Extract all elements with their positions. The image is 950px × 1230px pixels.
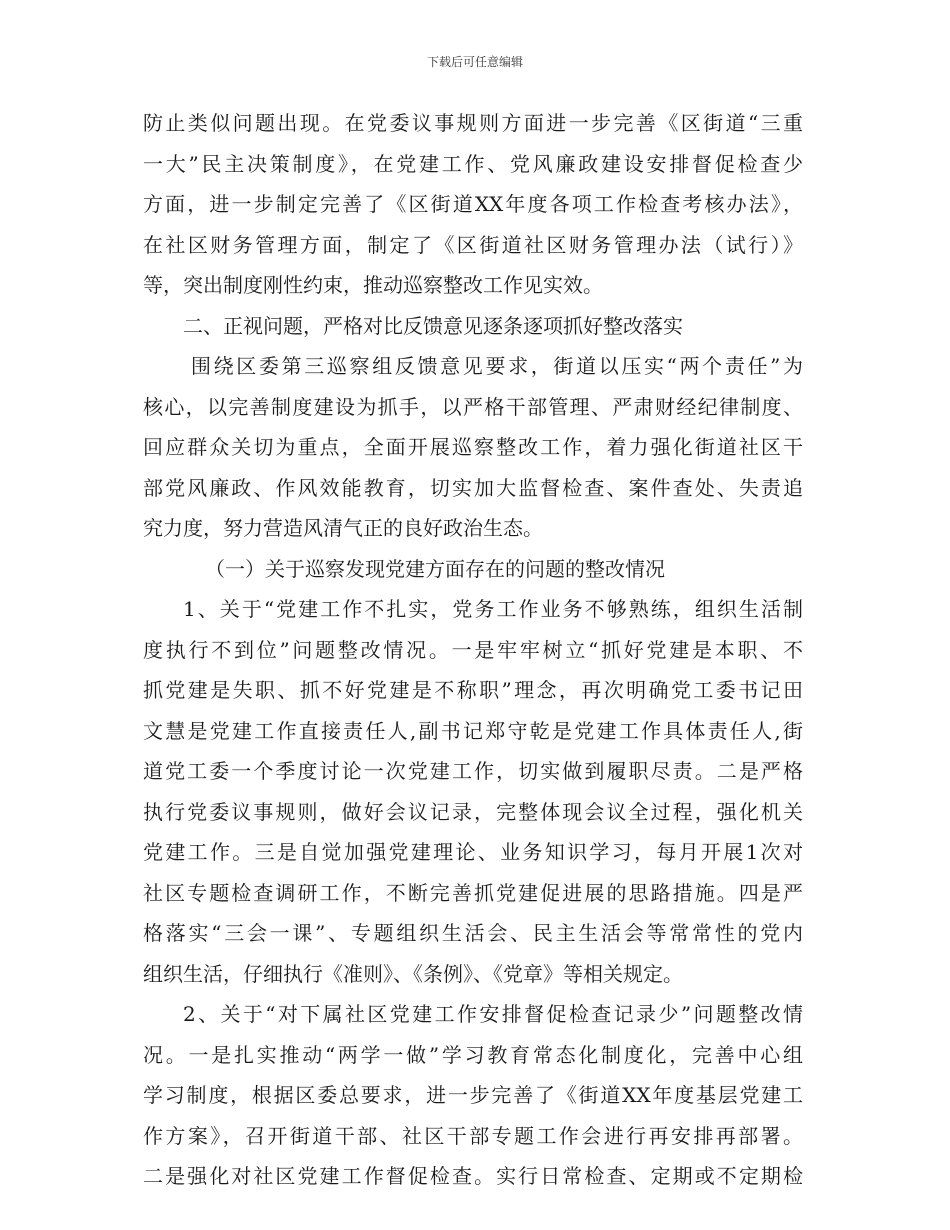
text-line: 二、正视问题，严格对比反馈意见逐条逐项抓好整改落实 — [183, 313, 683, 338]
text-line: 方面，进一步制定完善了《区街道XX年度各项工作检查考核办法》， — [143, 192, 803, 216]
text-line: 抓党建是失职、抓不好党建是不称职”理念，再次明确党工委书记田 — [143, 678, 803, 702]
text-line: 等，突出制度刚性约束，推动巡察整改工作见实效。 — [143, 273, 603, 297]
text-line: 格落实“三会一课”、专题组织生活会、民主生活会等常常性的党内 — [143, 921, 803, 945]
text-line: 社区专题检查调研工作，不断完善抓党建促进展的思路措施。四是严 — [143, 880, 803, 905]
text-line: 2、关于“对下属社区党建工作安排督促检查记录少”问题整改情 — [183, 1002, 803, 1026]
text-line: 一大”民主决策制度》，在党建工作、党风廉政建设安排督促检查少 — [143, 151, 803, 176]
text-line: 部党风廉政、作风效能教育，切实加大监督检查、案件查处、失责追 — [143, 475, 803, 500]
page-header: 下载后可任意编辑 — [426, 55, 523, 69]
text-line: 执行党委议事规则，做好会议记录，完整体现会议全过程，强化机关 — [143, 799, 803, 824]
text-line: 究力度，努力营造风清气正的良好政治生态。 — [143, 516, 543, 540]
text-line: 道党工委一个季度讨论一次党建工作，切实做到履职尽责。二是严格 — [143, 759, 803, 783]
text-line: 作方案》，召开街道干部、社区干部专题工作会进行再安排再部署。 — [143, 1123, 803, 1148]
document-body — [143, 103, 803, 1197]
text-line: 1、关于“党建工作不扎实，党务工作业务不够熟练，组织生活制 — [183, 597, 803, 621]
text-line: 文慧是党建工作直接责任人,副书记郑守乾是党建工作具体责任人,街 — [143, 718, 803, 743]
text-line: 围绕区委第三巡察组反馈意见要求，街道以压实“两个责任”为 — [191, 354, 803, 378]
text-line: 况。一是扎实推动“两学一做”学习教育常态化制度化，完善中心组 — [143, 1042, 803, 1067]
text-line: 防止类似问题出现。在党委议事规则方面进一步完善《区街道“三重 — [143, 111, 803, 135]
text-line: 组织生活，仔细执行《准则》、《条例》、《党章》等相关规定。 — [143, 961, 683, 986]
text-line: 二是强化对社区党建工作督促检查。实行日常检查、定期或不定期检 — [143, 1164, 803, 1188]
text-line: 党建工作。三是自觉加强党建理论、业务知识学习，每月开展1次对 — [143, 840, 803, 864]
text-line: 度执行不到位”问题整改情况。一是牢牢树立“抓好党建是本职、不 — [143, 637, 803, 662]
text-line: 学习制度，根据区委总要求，进一步完善了《街道XX年度基层党建工 — [143, 1083, 803, 1107]
text-line: （一）关于巡察发现党建方面存在的问题的整改情况 — [205, 556, 665, 581]
text-line: 核心，以完善制度建设为抓手，以严格干部管理、严肃财经纪律制度、 — [143, 394, 803, 419]
text-line: 在社区财务管理方面，制定了《区街道社区财务管理办法（试行）》 — [143, 232, 803, 257]
text-line: 回应群众关切为重点，全面开展巡察整改工作，着力强化街道社区干 — [143, 435, 803, 459]
